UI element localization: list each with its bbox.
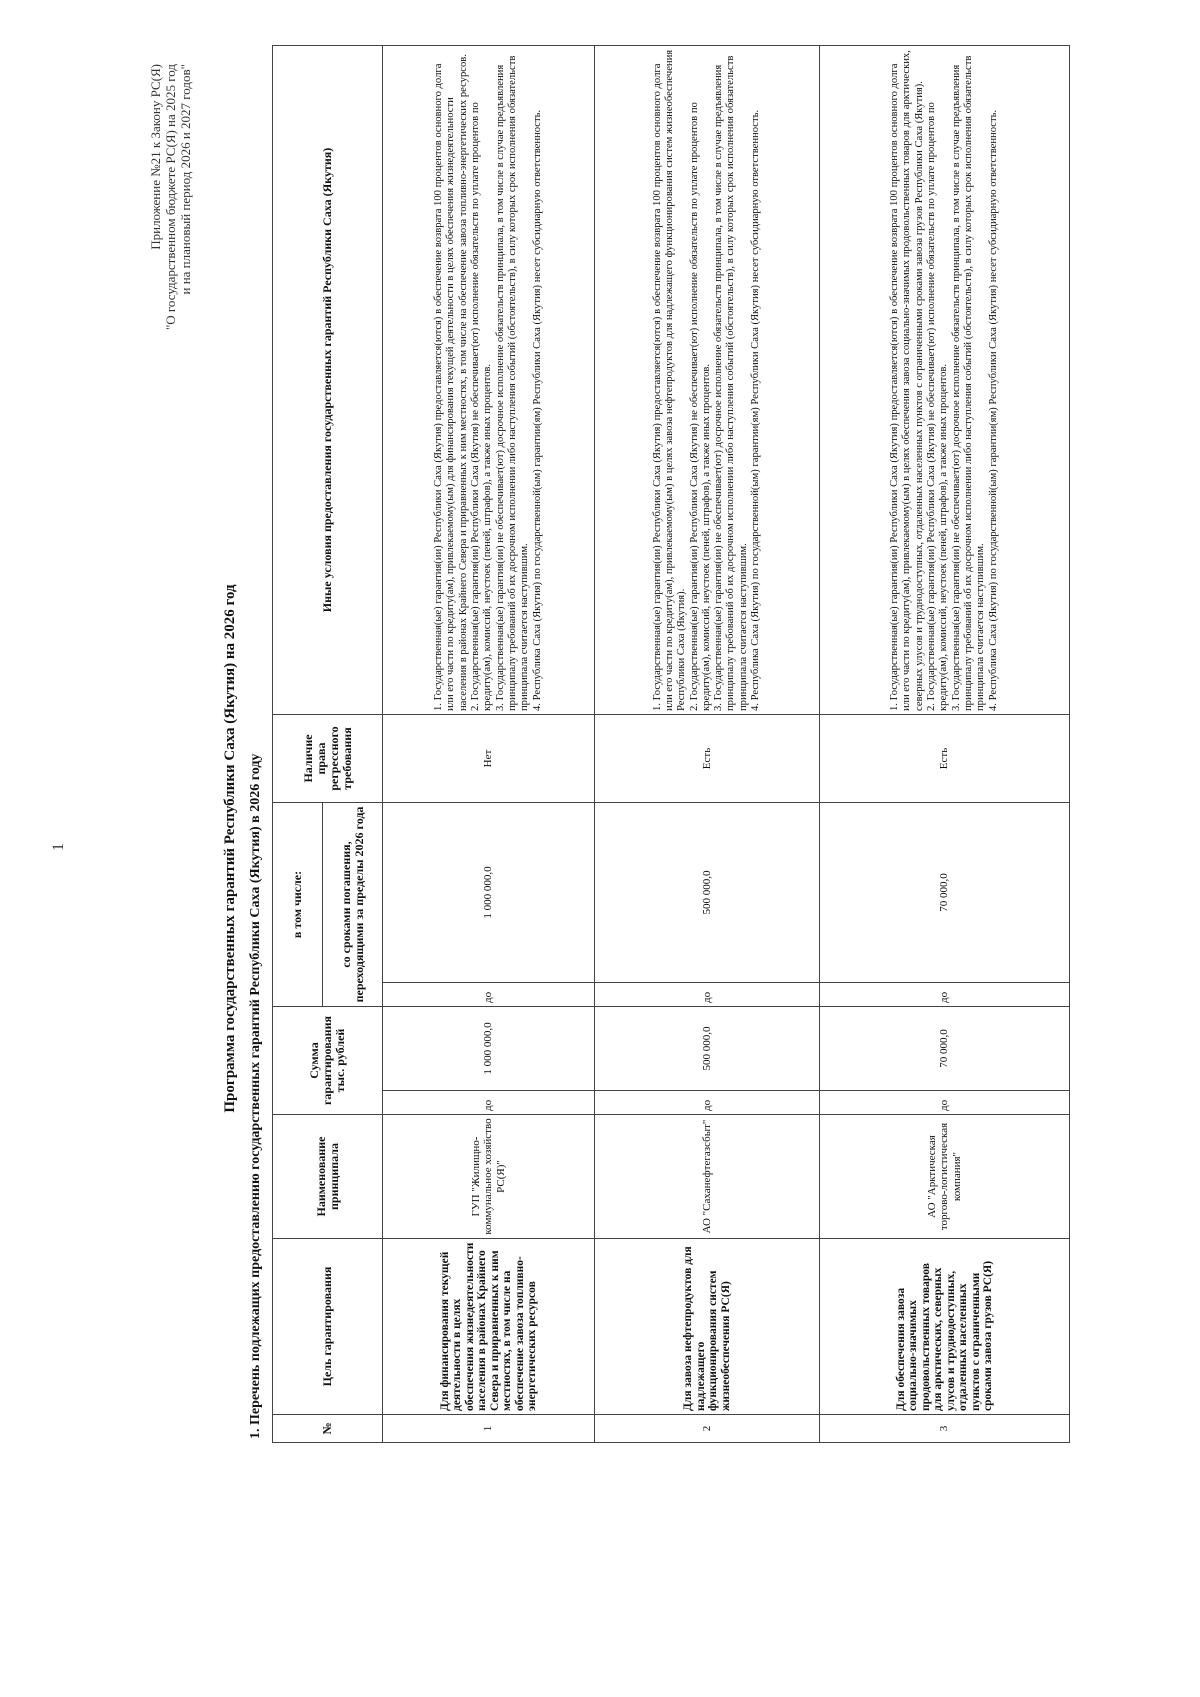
section-heading: 1. Перечень подлежащих предоставлению государственных гарантий Республики Саха (Якутия) в 2026 году [248, 753, 263, 1439]
row-goal: Для завоза нефтепродуктов для надлежащего функционирования систем жизнеобеспечения РС(Я) [595, 1239, 820, 1415]
row-principal: АО "Арктическая торгово-логистическая компания" [820, 1115, 1070, 1239]
row-regress: Нет [383, 714, 595, 802]
row-regress: Есть [595, 714, 820, 802]
row-amount: 500 000,0 [595, 1007, 820, 1091]
condition-item: 1. Государственная(ые) гарантия(ии) Республики Саха (Якутия) предоставляется(ются) в обеспечение возврата 100 процентов основного долга или его части по кредиту(ам), привлекаемому(ым) в целях обеспечения завоза социально-значимых продовольственных товаров для арктических, северных улусов и труднодоступных, отдаленных населенных пунктов с ограниченными сроками завоза грузов Республики Саха (Якутия). [889, 50, 925, 711]
condition-item: 2. Государственная(ые) гарантия(ии) Республики Саха (Якутия) не обеспечивает(ют) исполнение обязательств по уплате процентов по кредиту(ам), комиссий, неустоек (пеней, штрафов), а также иных процентов. [926, 102, 950, 711]
row-goal: Для обеспечения завоза социально-значимых продовольственных товаров для арктических, северных улусов и труднодоступных, отдаленных населенных пунктов с ограниченными сроками завоза грузов РС(Я) [820, 1239, 1070, 1415]
row-regress: Есть [820, 714, 1070, 802]
condition-item: 4. Республика Саха (Якутия) по государственной(ым) гарантии(ям) Республики Саха (Якутия) несет субсидиарную ответственность. [750, 109, 762, 711]
condition-item: 2. Государственная(ые) гарантия(ии) Республики Саха (Якутия) не обеспечивает(ют) исполнение обязательств по уплате процентов по кредиту(ам), комиссий, неустоек (пеней, штрафов), а также иных процентов. [470, 102, 494, 711]
row-amount-prefix: до [820, 1091, 1070, 1115]
condition-item: 2. Государственная(ые) гарантия(ии) Республики Саха (Якутия) не обеспечивает(ют) исполнение обязательств по уплате процентов по кредиту(ам), комиссий, неустоек (пеней, штрафов), а также иных процентов. [688, 102, 712, 711]
appendix-line-2: "О государственном бюджете РС(Я) на 2025 год [163, 64, 178, 331]
page-mark: 1 [50, 843, 67, 851]
row-principal: АО "Саханефтегазсбыт" [595, 1115, 820, 1239]
header-principal: Наименование принципала [273, 1115, 383, 1239]
table-row [595, 45, 820, 1442]
row-number: 2 [595, 1415, 820, 1443]
row-number: 3 [820, 1415, 1070, 1443]
row-conditions [595, 45, 820, 714]
header-goal: Цель гарантирования [273, 1239, 383, 1415]
header-amount: Сумма гарантирования тыс. рублей [273, 1007, 383, 1115]
row-incl-prefix: до [595, 983, 820, 1007]
row-incl: 500 000,0 [595, 802, 820, 982]
appendix-line-3: и на плановый период 2026 и 2027 годов" [178, 64, 193, 295]
row-amount: 70 000,0 [820, 1007, 1070, 1091]
table-row [820, 45, 1070, 1442]
row-incl: 1 000 000,0 [383, 802, 595, 982]
row-number: 1 [383, 1415, 595, 1443]
row-conditions [820, 45, 1070, 714]
header-num: № [273, 1415, 383, 1443]
header-conditions: Иные условия предоставления государственных гарантий Республики Саха (Якутия) [273, 45, 383, 714]
appendix-line-1: Приложение №21 к Закону РС(Я) [148, 64, 163, 250]
row-amount-prefix: до [383, 1091, 595, 1115]
row-principal: ГУП "Жилищно-коммунальное хозяйство РС(Я)" [383, 1115, 595, 1239]
condition-item: 4. Республика Саха (Якутия) по государственной(ым) гарантии(ям) Республики Саха (Якутия) несет субсидиарную ответственность. [531, 109, 543, 711]
row-incl-prefix: до [383, 983, 595, 1007]
row-incl-prefix: до [820, 983, 1070, 1007]
row-amount-prefix: до [595, 1091, 820, 1115]
row-goal: Для финансирования текущей деятельности в целях обеспечения жизнедеятельности населения в районах Крайнего Севера и приравненных к ним местностях, в том числе на обеспечение завоза топливно-энергетических ресурсов [383, 1239, 595, 1415]
appendix-note [148, 64, 193, 330]
header-regress: Наличие права регрессного требования [273, 714, 383, 802]
guarantees-table [272, 45, 1070, 1443]
row-amount: 1 000 000,0 [383, 1007, 595, 1091]
condition-item: 4. Республика Саха (Якутия) по государственной(ым) гарантии(ям) Республики Саха (Якутия) несет субсидиарную ответственность. [987, 109, 999, 711]
condition-item: 1. Государственная(ые) гарантия(ии) Республики Саха (Якутия) предоставляется(ются) в обеспечение возврата 100 процентов основного долга или его части по кредиту(ам), привлекаемому(ым) для финансирования текущей деятельности в целях обеспечения жизнедеятельности населения в районах Крайнего Севера и приравненных к ним местностях, в том числе на обеспечение завоза топливно-энергетических ресурсов. [433, 54, 469, 711]
table-row [383, 45, 595, 1442]
header-incl: в том числе: [273, 802, 323, 1006]
condition-item: 1. Государственная(ые) гарантия(ии) Республики Саха (Якутия) предоставляется(ются) в обеспечение возврата 100 процентов основного долга или его части по кредиту(ам), привлекаемому(ым) в целях завоза нефтепродуктов для надлежащего функционирования систем жизнеобеспечения Республики Саха (Якутия). [651, 49, 688, 711]
header-incl-sub: со сроками погашения, переходящими за пределы 2026 года [323, 802, 383, 1006]
program-title: Программа государственных гарантий Республики Саха (Якутия) на 2026 год [222, 584, 238, 1113]
row-conditions [383, 45, 595, 714]
condition-item: 3. Государственная(ые) гарантия(ии) не обеспечивает(ют) досрочное исполнение обязательств принципала, в том числе в случае предъявления принципалу требований об их досрочном исполнении либо наступления событий (обстоятельств), в силу которых срок исполнения обязательств принципала считается наступившим. [950, 55, 987, 711]
condition-item: 3. Государственная(ые) гарантия(ии) не обеспечивает(ют) досрочное исполнение обязательств принципала, в том числе в случае предъявления принципалу требований об их досрочном исполнении либо наступления событий (обстоятельств), в силу которых срок исполнения обязательств принципала считается наступившим. [713, 55, 749, 711]
row-incl: 70 000,0 [820, 802, 1070, 982]
condition-item: 3. Государственная(ые) гарантия(ии) не обеспечивает(ют) досрочное исполнение обязательств принципала, в том числе в случае предъявления принципалу требований об их досрочном исполнении либо наступления событий (обстоятельств), в силу которых срок исполнения обязательств принципала считается наступившим. [494, 55, 531, 711]
